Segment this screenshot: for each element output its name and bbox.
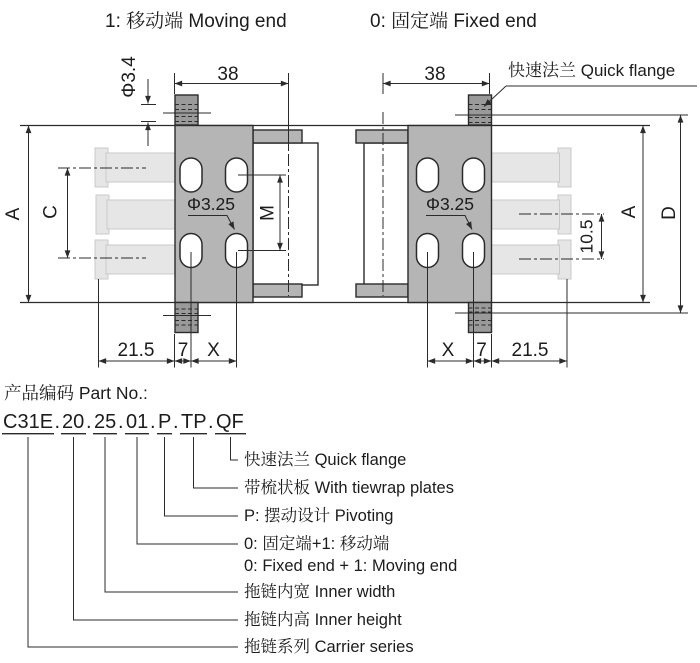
part-seg-height: 20: [62, 411, 85, 433]
dim-label-21-5: 21.5: [511, 340, 549, 361]
dim-label-10-5: 10.5: [576, 219, 597, 254]
dim-label-x: X: [207, 340, 220, 361]
legend-inner-width: 拖链内宽 Inner width: [244, 583, 396, 601]
bracket-tab-bottom: [253, 284, 302, 297]
dim-label-21-5: 21.5: [117, 340, 155, 361]
dim-label-a: A: [3, 207, 24, 221]
dot-separator: .: [86, 411, 92, 433]
part-number-section: [2, 383, 457, 656]
dim-label-7: 7: [476, 340, 487, 361]
legend-quick-flange: 快速法兰 Quick flange: [244, 451, 407, 469]
mounting-bracket-plate: [408, 126, 492, 303]
bracket-tab-bottom: [356, 284, 408, 297]
quick-flange-pin-bottom: [469, 303, 492, 333]
dim-label-phi34: Φ3.4: [119, 56, 140, 98]
slot-hole: [417, 158, 439, 192]
part-seg-width: 25: [94, 411, 117, 433]
part-number-code: [3, 411, 244, 433]
link-body: [492, 153, 560, 182]
slot-hole: [463, 158, 485, 192]
dot-separator: .: [208, 411, 214, 433]
dim-a-left: [3, 126, 29, 303]
moving-end-title: 1: 移动端 Moving end: [105, 11, 287, 32]
dim-label-phi325: Φ3.25: [425, 194, 475, 214]
dim-c: [41, 168, 68, 258]
dim-label-a: A: [619, 205, 640, 219]
legend-carrier-series: 拖链系列 Carrier series: [244, 638, 414, 656]
dim-label-38: 38: [424, 64, 446, 85]
fixed-end-title: 0: 固定端 Fixed end: [370, 11, 537, 32]
dot-separator: .: [54, 411, 61, 433]
dim-label-phi325: Φ3.25: [186, 194, 236, 214]
dim-38-right: [383, 64, 490, 94]
legend-inner-height: 拖链内高 Inner height: [244, 611, 402, 629]
legend-pivoting: P: 摆动设计 Pivoting: [244, 507, 394, 525]
legend-ends-en: 0: Fixed end + 1: Moving end: [244, 557, 458, 575]
legend-ends-cn: 0: 固定端+1: 移动端: [244, 535, 390, 553]
part-seg-pivot: P: [158, 411, 172, 433]
quick-flange-pin-bottom: [175, 303, 198, 333]
link-body: [107, 200, 175, 229]
dim-phi3-4: [119, 56, 156, 146]
part-seg-ends: 01: [126, 411, 149, 433]
legend-tiewrap-plates: 带梳状板 With tiewrap plates: [244, 479, 454, 497]
dot-separator: .: [150, 411, 156, 433]
dim-label-m: M: [257, 205, 279, 221]
part-no-heading: 产品编码 Part No.:: [4, 383, 148, 403]
moving-end-view: [3, 56, 318, 368]
chain-links-right: [492, 148, 572, 279]
part-legend-leaders: [28, 437, 238, 647]
dim-label-c: C: [40, 205, 62, 219]
mounting-bracket-plate: [175, 126, 253, 303]
dim-label-d: D: [659, 206, 680, 220]
part-seg-series: C31E: [3, 411, 54, 433]
dim-label-x: X: [441, 340, 455, 361]
fixed-end-view: [356, 61, 697, 368]
bracket-tab-top: [356, 130, 408, 143]
part-seg-flange: QF: [216, 411, 244, 433]
part-seg-tiewrap: TP: [181, 411, 207, 433]
bracket-tab-top: [253, 130, 302, 143]
dim-10-5: [577, 214, 602, 259]
quick-flange-label: 快速法兰 Quick flange: [508, 61, 676, 80]
side-frame-plate: [364, 143, 410, 285]
part-segment-underlines: [2, 433, 246, 434]
link-body: [106, 245, 175, 274]
dim-label-7: 7: [177, 340, 189, 361]
quick-flange-callout: [484, 61, 697, 107]
dim-a-right: [619, 126, 643, 303]
slot-hole: [180, 158, 202, 192]
dot-separator: .: [173, 411, 179, 433]
dim-label-38: 38: [217, 64, 239, 85]
part-legend: [244, 450, 457, 656]
dot-separator: .: [118, 411, 124, 433]
